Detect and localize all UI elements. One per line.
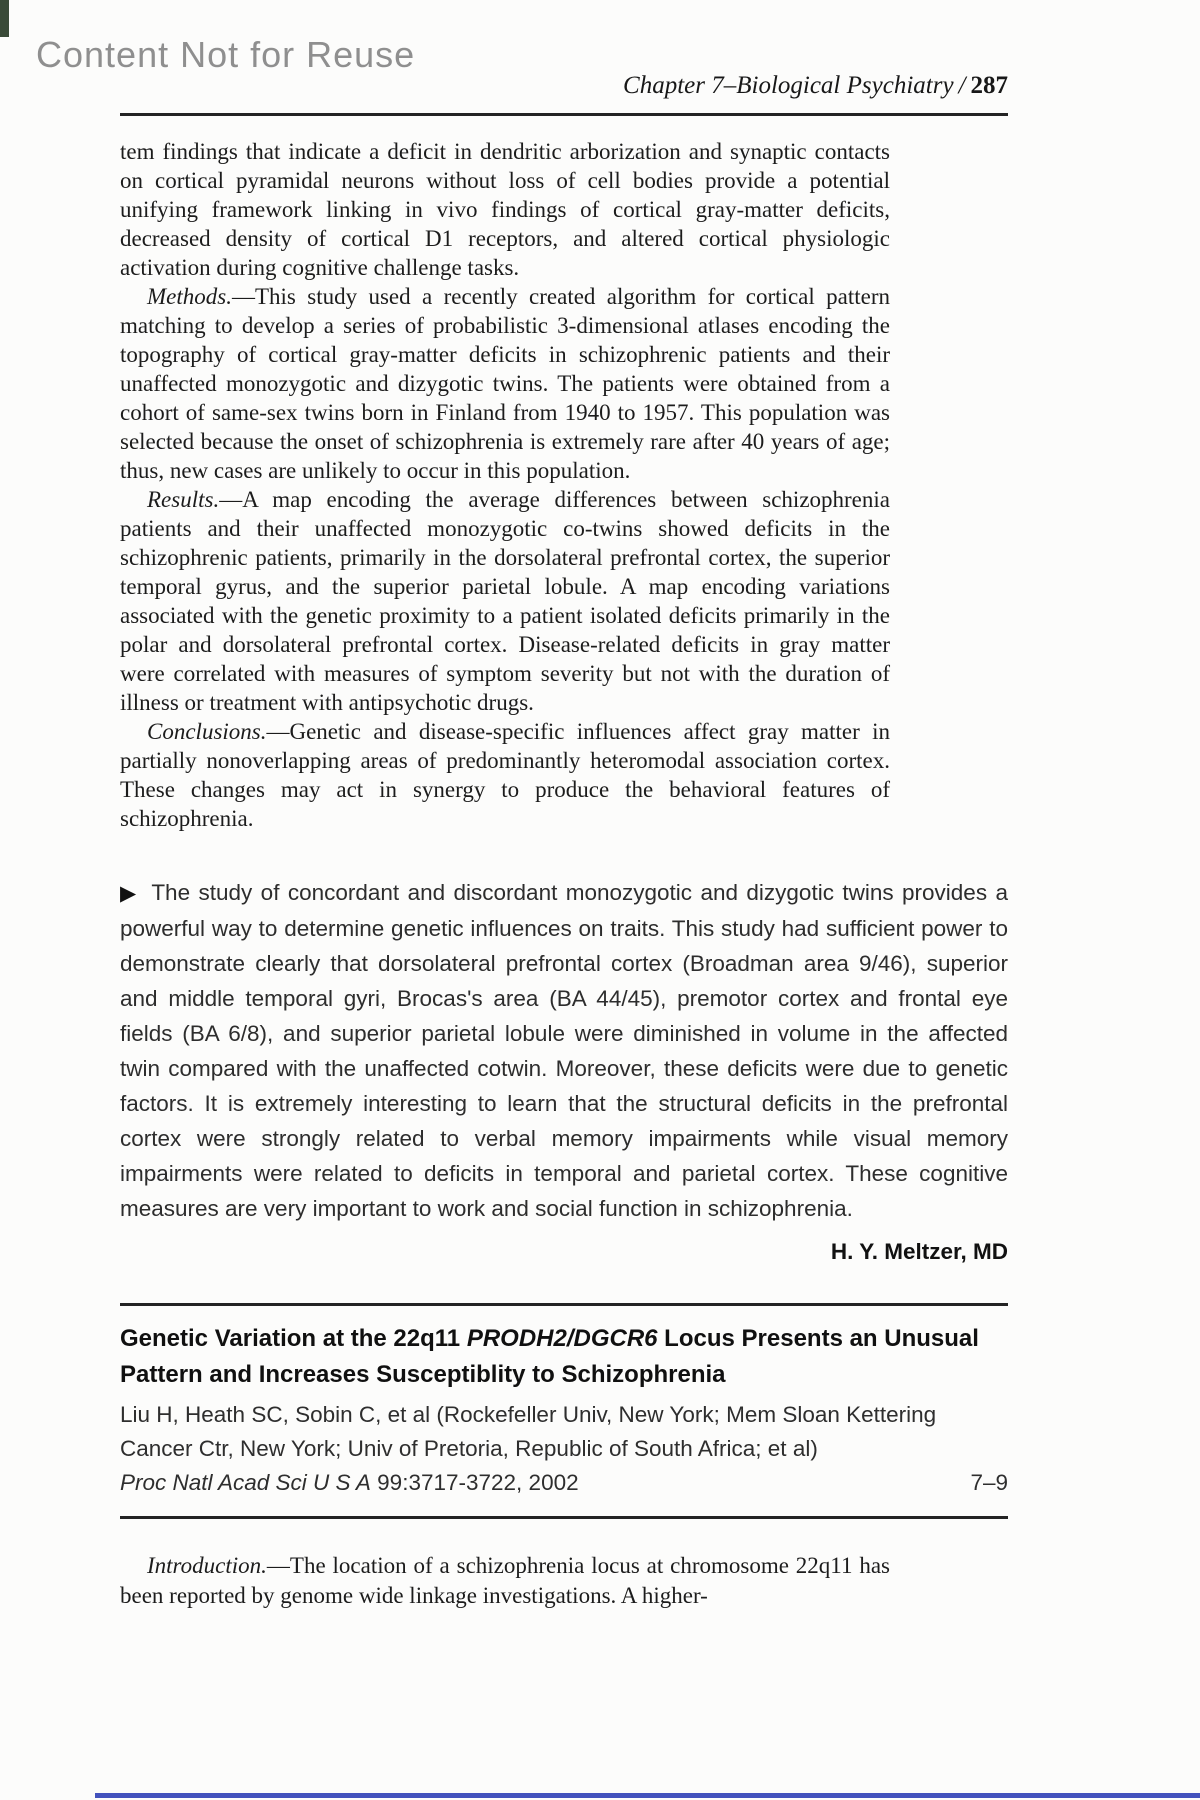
commentary-paragraph <box>120 875 1008 1226</box>
citation-block <box>120 1303 1008 1519</box>
chapter-title: Chapter 7–Biological Psychiatry <box>623 72 954 99</box>
journal-volume-pages: 99:3717-3722, 2002 <box>370 1470 579 1495</box>
abstract-block <box>120 137 890 833</box>
journal-name: Proc Natl Acad Sci U S A <box>120 1470 371 1495</box>
methods-text: —This study used a recently created algorithm for cortical pattern matching to develop a series of probabilistic 3-dimensional atlases encoding the topography of cortical gray-matter deficits in schizophrenic patients and their unaffected monozygotic and dizygotic twins. The patients were obtained from a cohort of same-sex twins born in Finland from 1940 to 1957. This population was selected because the onset of schizophrenia is extremely rare after 40 years of age; thus, new cases are unlikely to occur in this population. <box>120 284 890 483</box>
commentary-text: The study of concordant and discordant monozygotic and dizygotic twins provides a powerful way to determine genetic influences on traits. This study had sufficient power to demonstrate clearly that dorsolateral prefrontal cortex (Broadman area 9/46), superior and middle temporal gyri, Brocas's area (BA 44/45), premotor cortex and frontal eye fields (BA 6/8), and superior parietal lobule were diminished in volume in the affected twin compared with the unaffected cotwin. Moreover, these deficits were due to genetic factors. It is extremely interesting to learn that the structural deficits in the prefrontal cortex were strongly related to verbal memory impairments while visual memory impairments were related to deficits in temporal and parietal cortex. These cognitive measures are very important to work and social function in schizophrenia. <box>120 880 1008 1221</box>
citation-gene-name: PRODH2/DGCR6 <box>466 1325 658 1352</box>
introduction-lead: Introduction. <box>147 1553 267 1578</box>
methods-lead: Methods. <box>147 284 232 309</box>
citation-authors: Liu H, Heath SC, Sobin C, et al (Rockefeller Univ, New York; Mem Sloan Kettering Cancer Ctr, New York; Univ of Pretoria, Republic of South Africa; et al) <box>120 1402 937 1461</box>
page-number: 287 <box>970 72 1008 99</box>
citation-journal-line <box>120 1466 1008 1500</box>
introduction-paragraph <box>120 1551 890 1611</box>
commentator-signature: H. Y. Meltzer, MD <box>830 1239 1008 1264</box>
citation-journal-reference <box>120 1466 579 1500</box>
abstract-continuation-paragraph: tem findings that indicate a deficit in dendritic arborization and synaptic contacts on cortical pyramidal neurons without loss of cell bodies provide a potential unifying framework linking in vivo findings of cortical gray-matter deficits, decreased density of cortical D1 receptors, and altered cortical physiologic activation during cognitive challenge tasks. <box>120 139 890 280</box>
citation-title-prefix: Genetic Variation at the 22q11 <box>120 1325 467 1352</box>
conclusions-lead: Conclusions. <box>147 719 267 744</box>
citation-title-suffix: Locus Presents an Unusual Pattern and Increases Susceptiblity to Schizophrenia <box>120 1325 979 1388</box>
comment-arrow-icon: ▶ <box>120 882 139 905</box>
page-content-column <box>120 72 1008 1611</box>
abstract-reference-number: 7–9 <box>970 1470 1008 1495</box>
results-text: —A map encoding the average differences between schizophrenia patients and their unaffected monozygotic co-twins showed deficits in the schizophrenic patients, primarily in the dorsolateral prefrontal cortex, the superior temporal gyrus, and the superior parietal lobule. A map encoding variations associated with the genetic proximity to a patient isolated deficits primarily in the polar and dorsolateral prefrontal cortex. Disease-related deficits in gray matter were correlated with measures of symptom severity but not with the duration of illness or treatment with antipsychotic drugs. <box>120 487 890 715</box>
scan-artifact-bottom-line <box>95 1793 1200 1798</box>
running-head-separator: / <box>958 72 966 99</box>
introduction-text: —The location of a schizophrenia locus at chromosome 22q11 has been reported by genome wide linkage investigations. A higher- <box>120 1553 890 1608</box>
abstract-results-paragraph <box>120 485 890 717</box>
abstract-conclusions-paragraph <box>120 717 890 833</box>
watermark-text: Content Not for Reuse <box>36 34 416 75</box>
running-head <box>120 72 1008 113</box>
abstract-methods-paragraph <box>120 282 890 485</box>
citation-title <box>120 1321 1008 1393</box>
next-article-introduction <box>120 1551 890 1611</box>
header-rule <box>120 113 1008 116</box>
scan-artifact-corner-mark <box>0 0 9 37</box>
results-lead: Results. <box>147 487 220 512</box>
editor-commentary-block <box>120 875 1008 1269</box>
conclusions-text: —Genetic and disease-specific influences affect gray matter in partially nonoverlapping areas of predominantly heteromodal association cortex. These changes may act in synergy to produce the behavioral features of schizophrenia. <box>120 719 890 831</box>
